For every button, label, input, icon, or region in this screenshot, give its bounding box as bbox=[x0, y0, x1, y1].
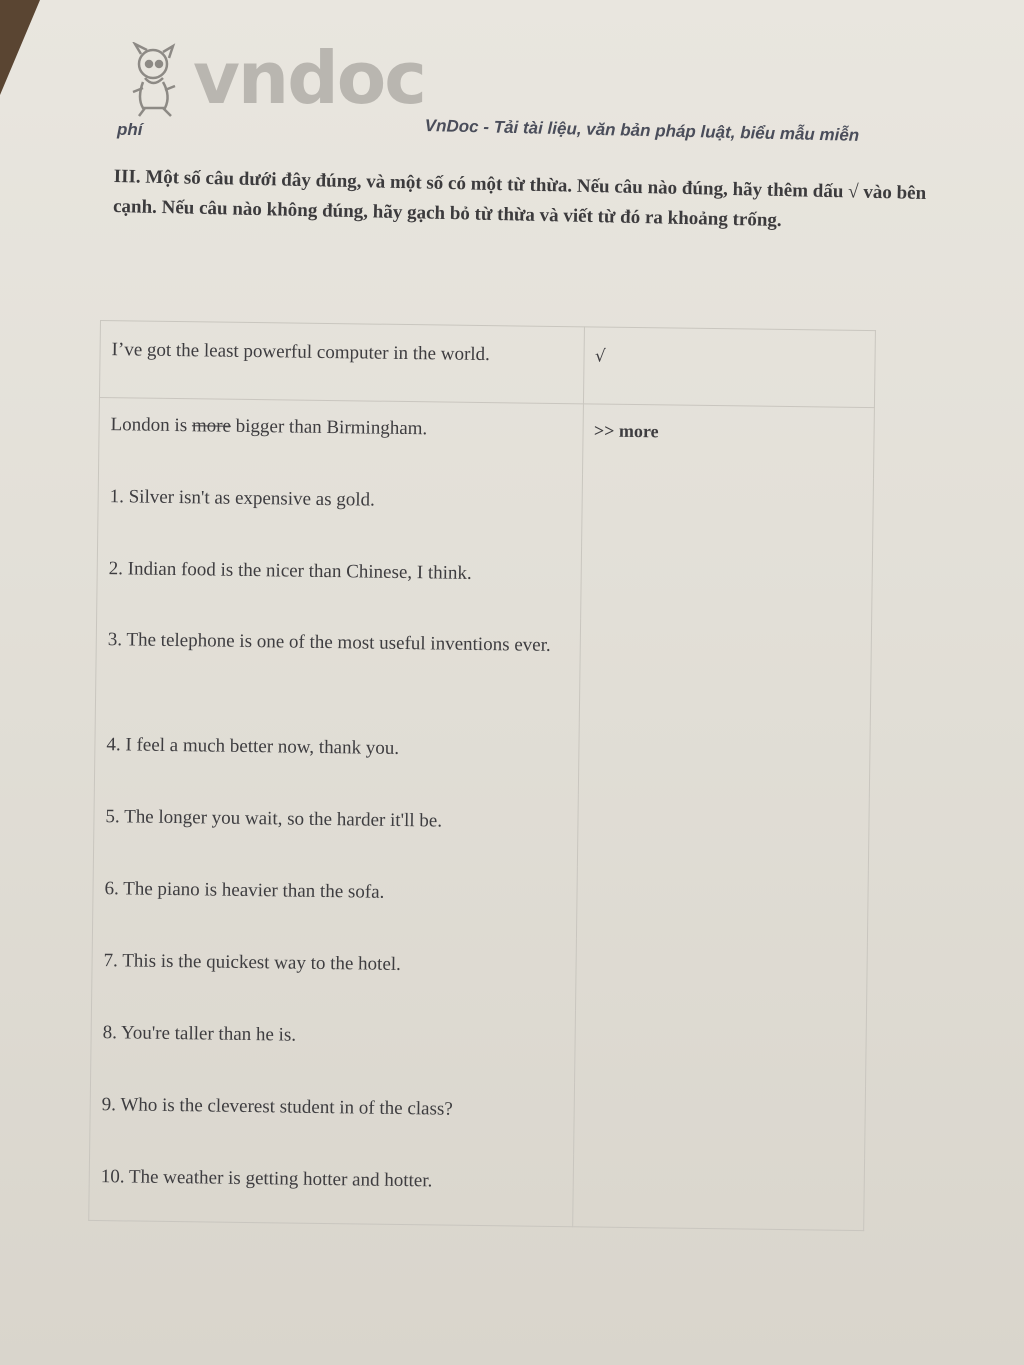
exercise-row bbox=[90, 1076, 866, 1158]
exercise-sentence: 7. This is the quickest way to the hotel. bbox=[92, 932, 577, 1010]
exercise-row bbox=[98, 468, 874, 550]
example-answer-cell bbox=[584, 327, 876, 408]
exercise-row bbox=[92, 932, 868, 1014]
answer-blank bbox=[581, 546, 873, 622]
exercise-sentence: 2. Indian food is the nicer than Chinese, I think. bbox=[97, 540, 582, 618]
example-sentence-end: bigger than Birmingham. bbox=[230, 415, 428, 440]
answer-blank bbox=[575, 1010, 867, 1086]
struck-word: more bbox=[191, 415, 232, 437]
example-sentence: I’ve got the least powerful computer in the world. bbox=[111, 339, 491, 366]
exercise-row bbox=[92, 860, 868, 942]
answer-blank bbox=[577, 866, 869, 942]
exercise-sentence: 1. Silver isn't as expensive as gold. bbox=[98, 468, 583, 546]
exercise-table-wrapper bbox=[88, 320, 876, 1231]
vndoc-logo: vndoc bbox=[193, 36, 425, 120]
exercise-sentence: 5. The longer you wait, so the harder it'll be. bbox=[93, 788, 578, 866]
exercise-sentence: 10. The weather is getting hotter and hotter. bbox=[89, 1148, 574, 1227]
background-corner bbox=[0, 0, 40, 95]
answer-blank bbox=[573, 1154, 865, 1230]
mascot-logo-icon bbox=[123, 42, 187, 118]
example-answer: >> more bbox=[593, 420, 659, 442]
exercise-row bbox=[95, 612, 871, 726]
exercise-table bbox=[88, 320, 876, 1231]
exercise-sentence: 4. I feel a much better now, thank you. bbox=[94, 716, 579, 794]
answer-blank bbox=[576, 938, 868, 1014]
checkmark-icon: √ bbox=[594, 346, 606, 367]
answer-blank bbox=[580, 618, 872, 726]
header-tagline-end: phí bbox=[117, 120, 143, 139]
example-row bbox=[99, 397, 875, 478]
answer-blank bbox=[578, 794, 870, 870]
exercise-sentence: 6. The piano is heavier than the sofa. bbox=[92, 860, 577, 938]
exercise-row bbox=[97, 540, 873, 622]
answer-blank bbox=[574, 1082, 866, 1158]
exercise-sentence: 8. You're taller than he is. bbox=[91, 1004, 576, 1082]
page-header bbox=[115, 36, 935, 150]
exercise-instructions: III. Một số câu dưới đây đúng, và một số có một từ thừa. Nếu câu nào đúng, hãy thêm dấu √ vào bên cạnh. Nếu câu nào không đúng, hãy gạch bỏ từ thừa và viết từ đó ra khoảng trống. bbox=[112, 165, 927, 231]
example-row bbox=[99, 321, 875, 408]
example-sentence-start: London is bbox=[110, 414, 193, 437]
exercise-sentence: 9. Who is the cleverest student in of the class? bbox=[90, 1076, 575, 1154]
exercise-sentence: 3. The telephone is one of the most useful inventions ever. bbox=[95, 612, 581, 722]
exercise-row bbox=[89, 1148, 865, 1231]
header-tagline: VnDoc - Tải tài liệu, văn bản pháp luật, biểu mẫu miễn bbox=[424, 116, 860, 145]
answer-blank bbox=[582, 474, 874, 550]
example-sentence-cell bbox=[99, 321, 584, 404]
example-sentence-cell bbox=[99, 397, 584, 474]
answer-blank bbox=[579, 722, 871, 798]
exercise-row bbox=[93, 788, 869, 870]
example-answer-cell bbox=[583, 404, 875, 478]
exercise-row bbox=[94, 716, 870, 798]
exercise-row bbox=[91, 1004, 867, 1086]
